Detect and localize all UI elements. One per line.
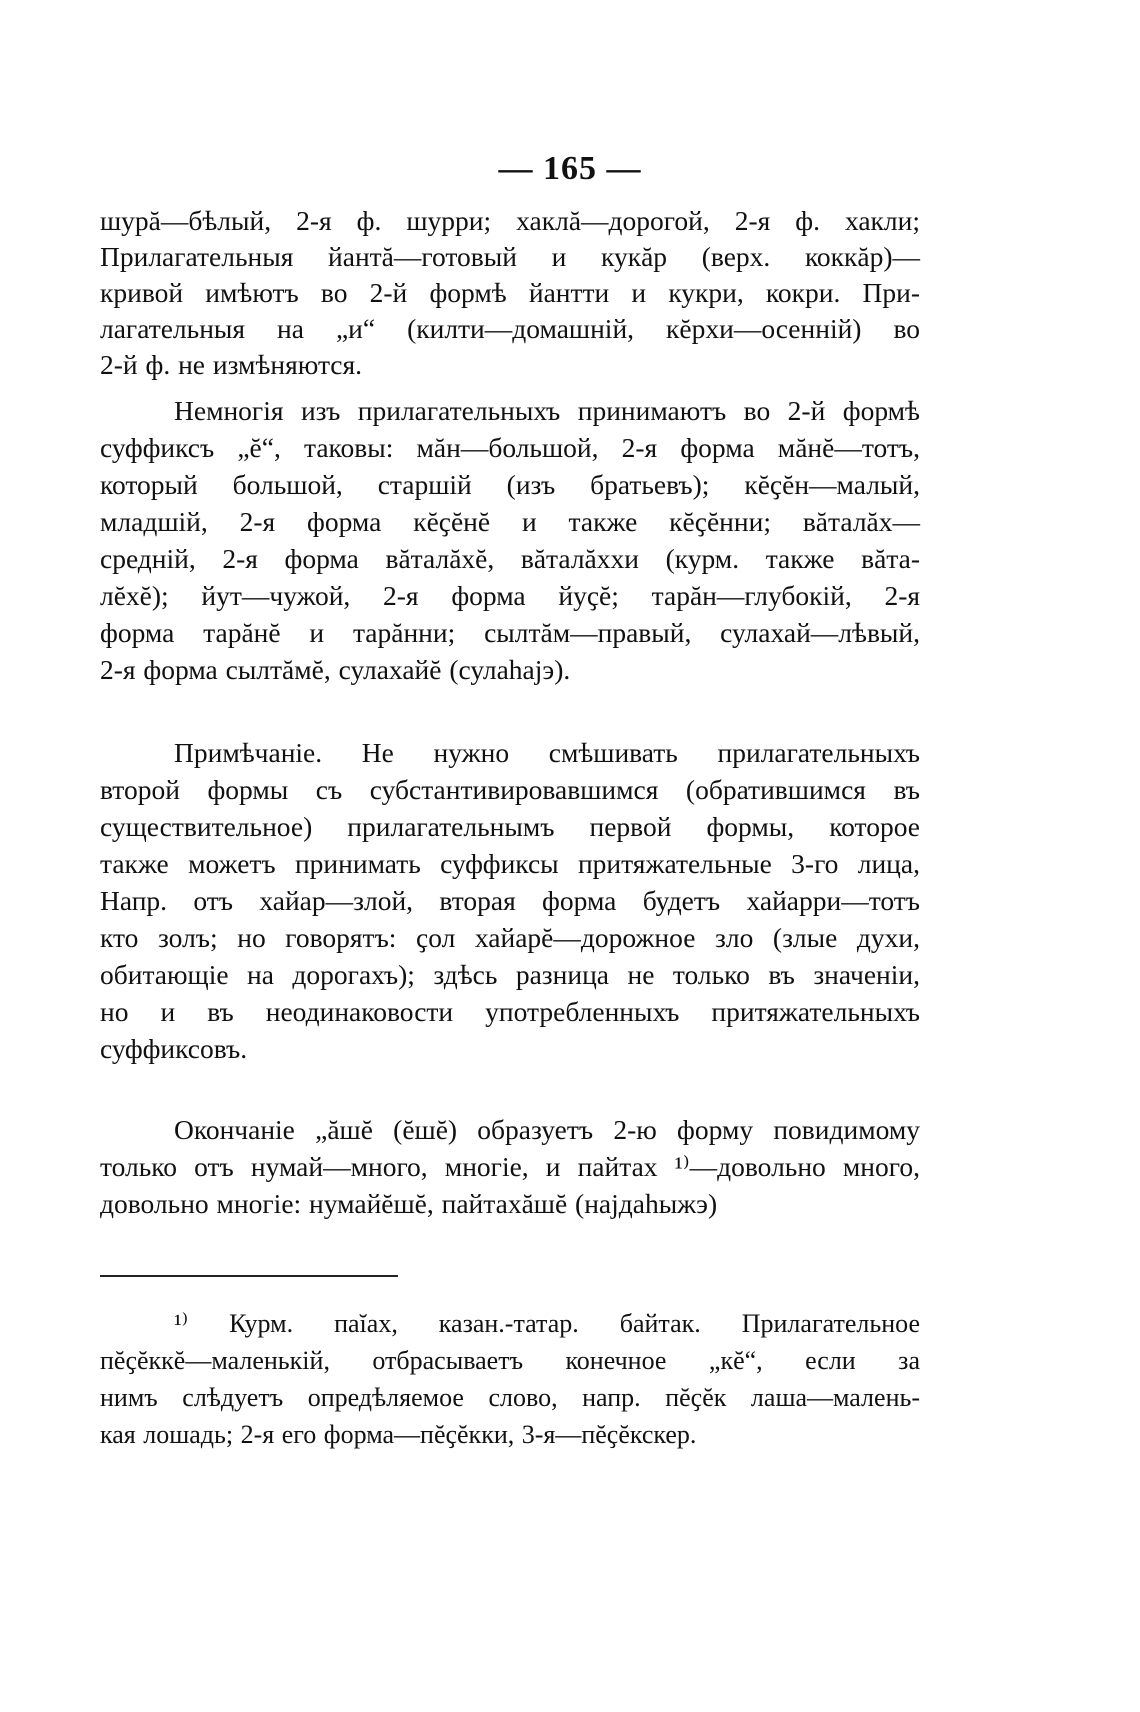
paragraph-2-line-7: форма тарăнĕ и тарăнни; сылтăм—правый, сулахай—лѣвый, — [100, 617, 920, 648]
note-line-9: суффиксовъ. — [100, 1033, 248, 1064]
paragraph-2-line-1: Немногія изъ прилагательныхъ принимаютъ во 2-й формѣ — [174, 395, 920, 426]
paragraph-1-line-4: лагательныя на „и“ (килти—домашній, кĕрхи—осенній) во — [100, 313, 920, 344]
paragraph-2-line-6: лĕхĕ); йут—чужой, 2-я форма йуҫĕ; тарăн—глубокій, 2-я — [100, 580, 920, 611]
footnote-line-3: нимъ слѣдуетъ опредѣляемое слово, напр. пĕҫĕк лаша—малень- — [100, 1383, 920, 1412]
paragraph-2-line-4: младшій, 2-я форма кĕҫĕнĕ и также кĕҫĕнни; вăталăх— — [100, 506, 920, 537]
note-line-3: существительное) прилагательнымъ первой формы, которое — [100, 811, 920, 842]
paragraph-2-line-5: средній, 2-я форма вăталăхĕ, вăталăххи (курм. также вăта- — [100, 543, 920, 574]
note-line-2: второй формы съ субстантивировавшимся (обратившимся въ — [100, 774, 920, 805]
paragraph-4-line-3: довольно многіе: нумайĕшĕ, пайтахăшĕ (најдаһыжэ) — [100, 1188, 718, 1219]
paragraph-1-line-1: шурă—бѣлый, 2-я ф. шурри; хаклă—дорогой, 2-я ф. хакли; — [100, 205, 920, 236]
note-line-8: но и въ неодинаковости употребленныхъ притяжательныхъ — [100, 996, 920, 1027]
footnote-line-2: пĕҫĕккĕ—маленькій, отбрасываетъ конечное „кĕ“, если за — [100, 1346, 920, 1375]
footnote-line-4: кая лошадь; 2-я его форма—пĕҫĕкки, 3-я—пĕҫĕкскер. — [100, 1420, 697, 1449]
paragraph-1-line-2: Прилагательныя йантă—готовый и кукăр (верх. коккăр)— — [100, 241, 920, 272]
note-line-6: кто золъ; но говорятъ: ҫол хайарĕ—дорожное зло (злые духи, — [100, 922, 920, 953]
note-line-7: обитающіе на дорогахъ); здѣсь разница не только въ значеніи, — [100, 959, 920, 990]
footnote-line-1: ¹⁾ Курм. паĭах, казан.-татар. байтак. Прилагательное — [174, 1309, 920, 1338]
note-line-1: Примѣчаніе. Не нужно смѣшивать прилагательныхъ — [174, 737, 920, 768]
note-line-4: также можетъ принимать суффиксы притяжательные 3-го лица, — [100, 848, 920, 879]
paragraph-4-line-1: Окончаніе „ăшĕ (ĕшĕ) образуетъ 2-ю форму повидимому — [174, 1114, 920, 1145]
note-line-5: Напр. отъ хайар—злой, вторая форма будетъ хайарри—тотъ — [100, 885, 920, 916]
page-number: — 165 — — [498, 150, 642, 187]
paragraph-2-line-2: суффиксъ „ĕ“, таковы: мăн—большой, 2-я форма мăнĕ—тотъ, — [100, 432, 920, 463]
paragraph-2-line-3: который большой, старшій (изъ братьевъ); кĕҫĕн—малый, — [100, 469, 920, 500]
paragraph-4-line-2: только отъ нумай—много, многіе, и пайтах ¹⁾—довольно много, — [100, 1151, 920, 1182]
paragraph-1-line-5: 2-й ф. не измѣняются. — [100, 349, 363, 380]
paragraph-1-line-3: кривой имѣютъ во 2-й формѣ йантти и кукри, кокри. При- — [100, 277, 920, 308]
footnote-rule — [100, 1275, 398, 1277]
paragraph-2-line-8: 2-я форма сылтăмĕ, сулахайĕ (сулаһајэ). — [100, 654, 571, 685]
